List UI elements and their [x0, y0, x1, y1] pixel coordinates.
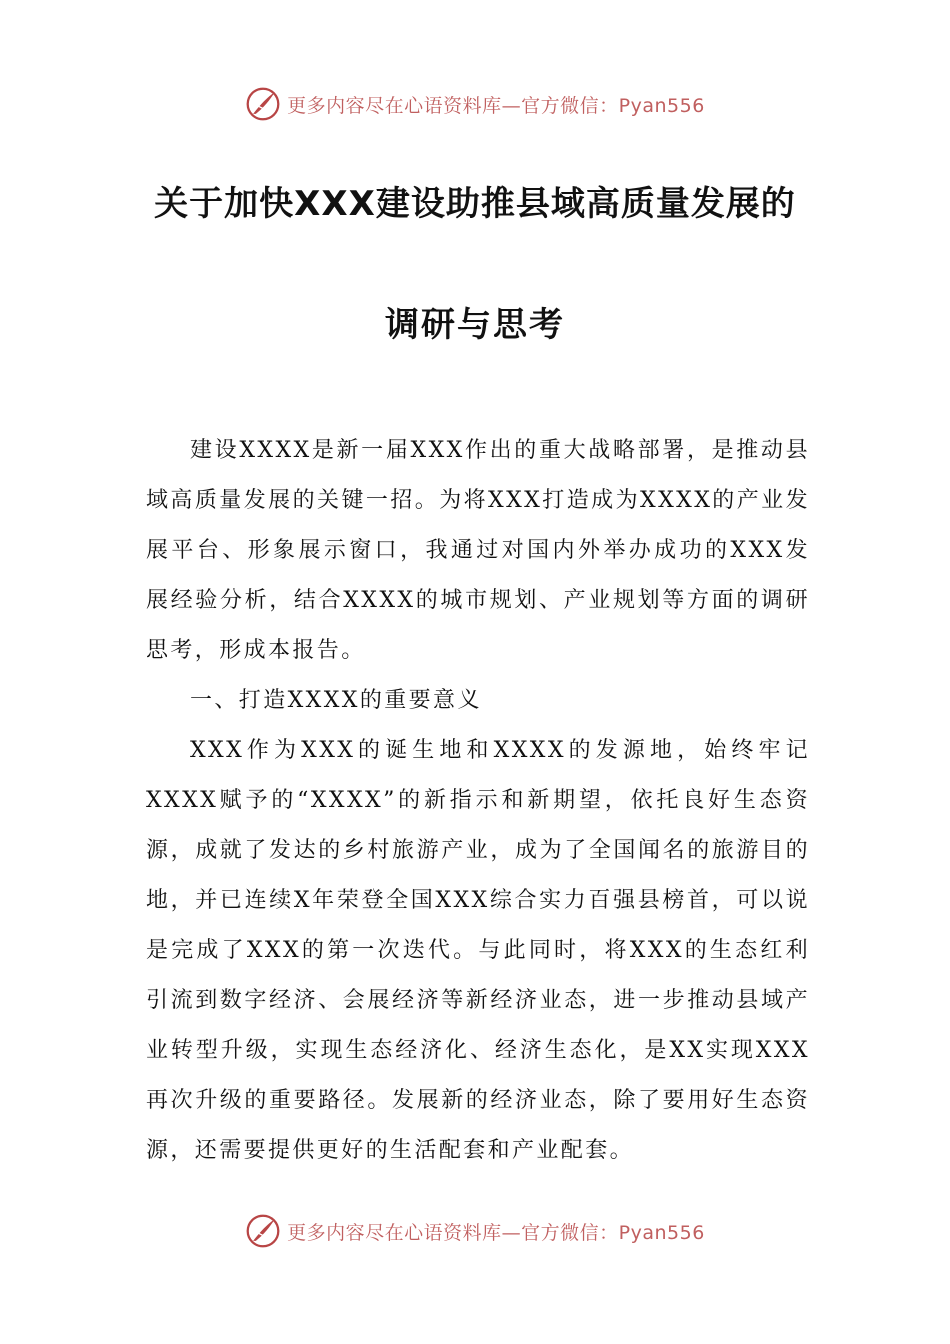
quill-logo-icon — [245, 1213, 281, 1249]
watermark-wechat-id: Pyan556 — [618, 1221, 705, 1244]
paragraph-section-1: XXX作为XXX的诞生地和XXXX的发源地，始终牢记XXXX赋予的“XXXX”的新指示和新期望，依托良好生态资源，成就了发达的乡村旅游产业，成为了全国闻名的旅游目的地，并已连续X年荣登全国XXX综合实力百强县榜首，可以说是完成了XXX的第一次迭代。与此同时，将XXX的生态红利引流到数字经济、会展经济等新经济业态，进一步推动县域产业转型升级，实现生态经济化、经济生态化，是XX实现XXX再次升级的重要路径。发展新的经济业态，除了要用好生态资源，还需要提供更好的生活配套和产业配套。 — [146, 738, 810, 1163]
watermark-text: 更多内容尽在心语资料库—官方微信：Pyan556 — [287, 94, 705, 117]
document-title-line-1: 关于加快XXX建设助推县域高质量发展的 — [154, 184, 796, 224]
paragraph-intro: 建设XXXX是新一届XXX作出的重大战略部署，是推动县域高质量发展的关键一招。为将XXX打造成为XXXX的产业发展平台、形象展示窗口，我通过对国内外举办成功的XXX发展经验分析，结合XXXX的城市规划、产业规划等方面的调研思考，形成本报告。 — [146, 438, 810, 663]
document-body — [146, 426, 810, 1176]
section-heading-1: 一、打造XXXX的重要意义 — [190, 688, 482, 713]
header-watermark — [0, 84, 950, 124]
watermark-wechat-id: Pyan556 — [618, 94, 705, 117]
footer-watermark — [0, 1211, 950, 1251]
quill-logo-icon — [245, 86, 281, 122]
watermark-text: 更多内容尽在心语资料库—官方微信：Pyan556 — [287, 1221, 705, 1244]
document-title-line-2: 调研与思考 — [385, 305, 565, 345]
